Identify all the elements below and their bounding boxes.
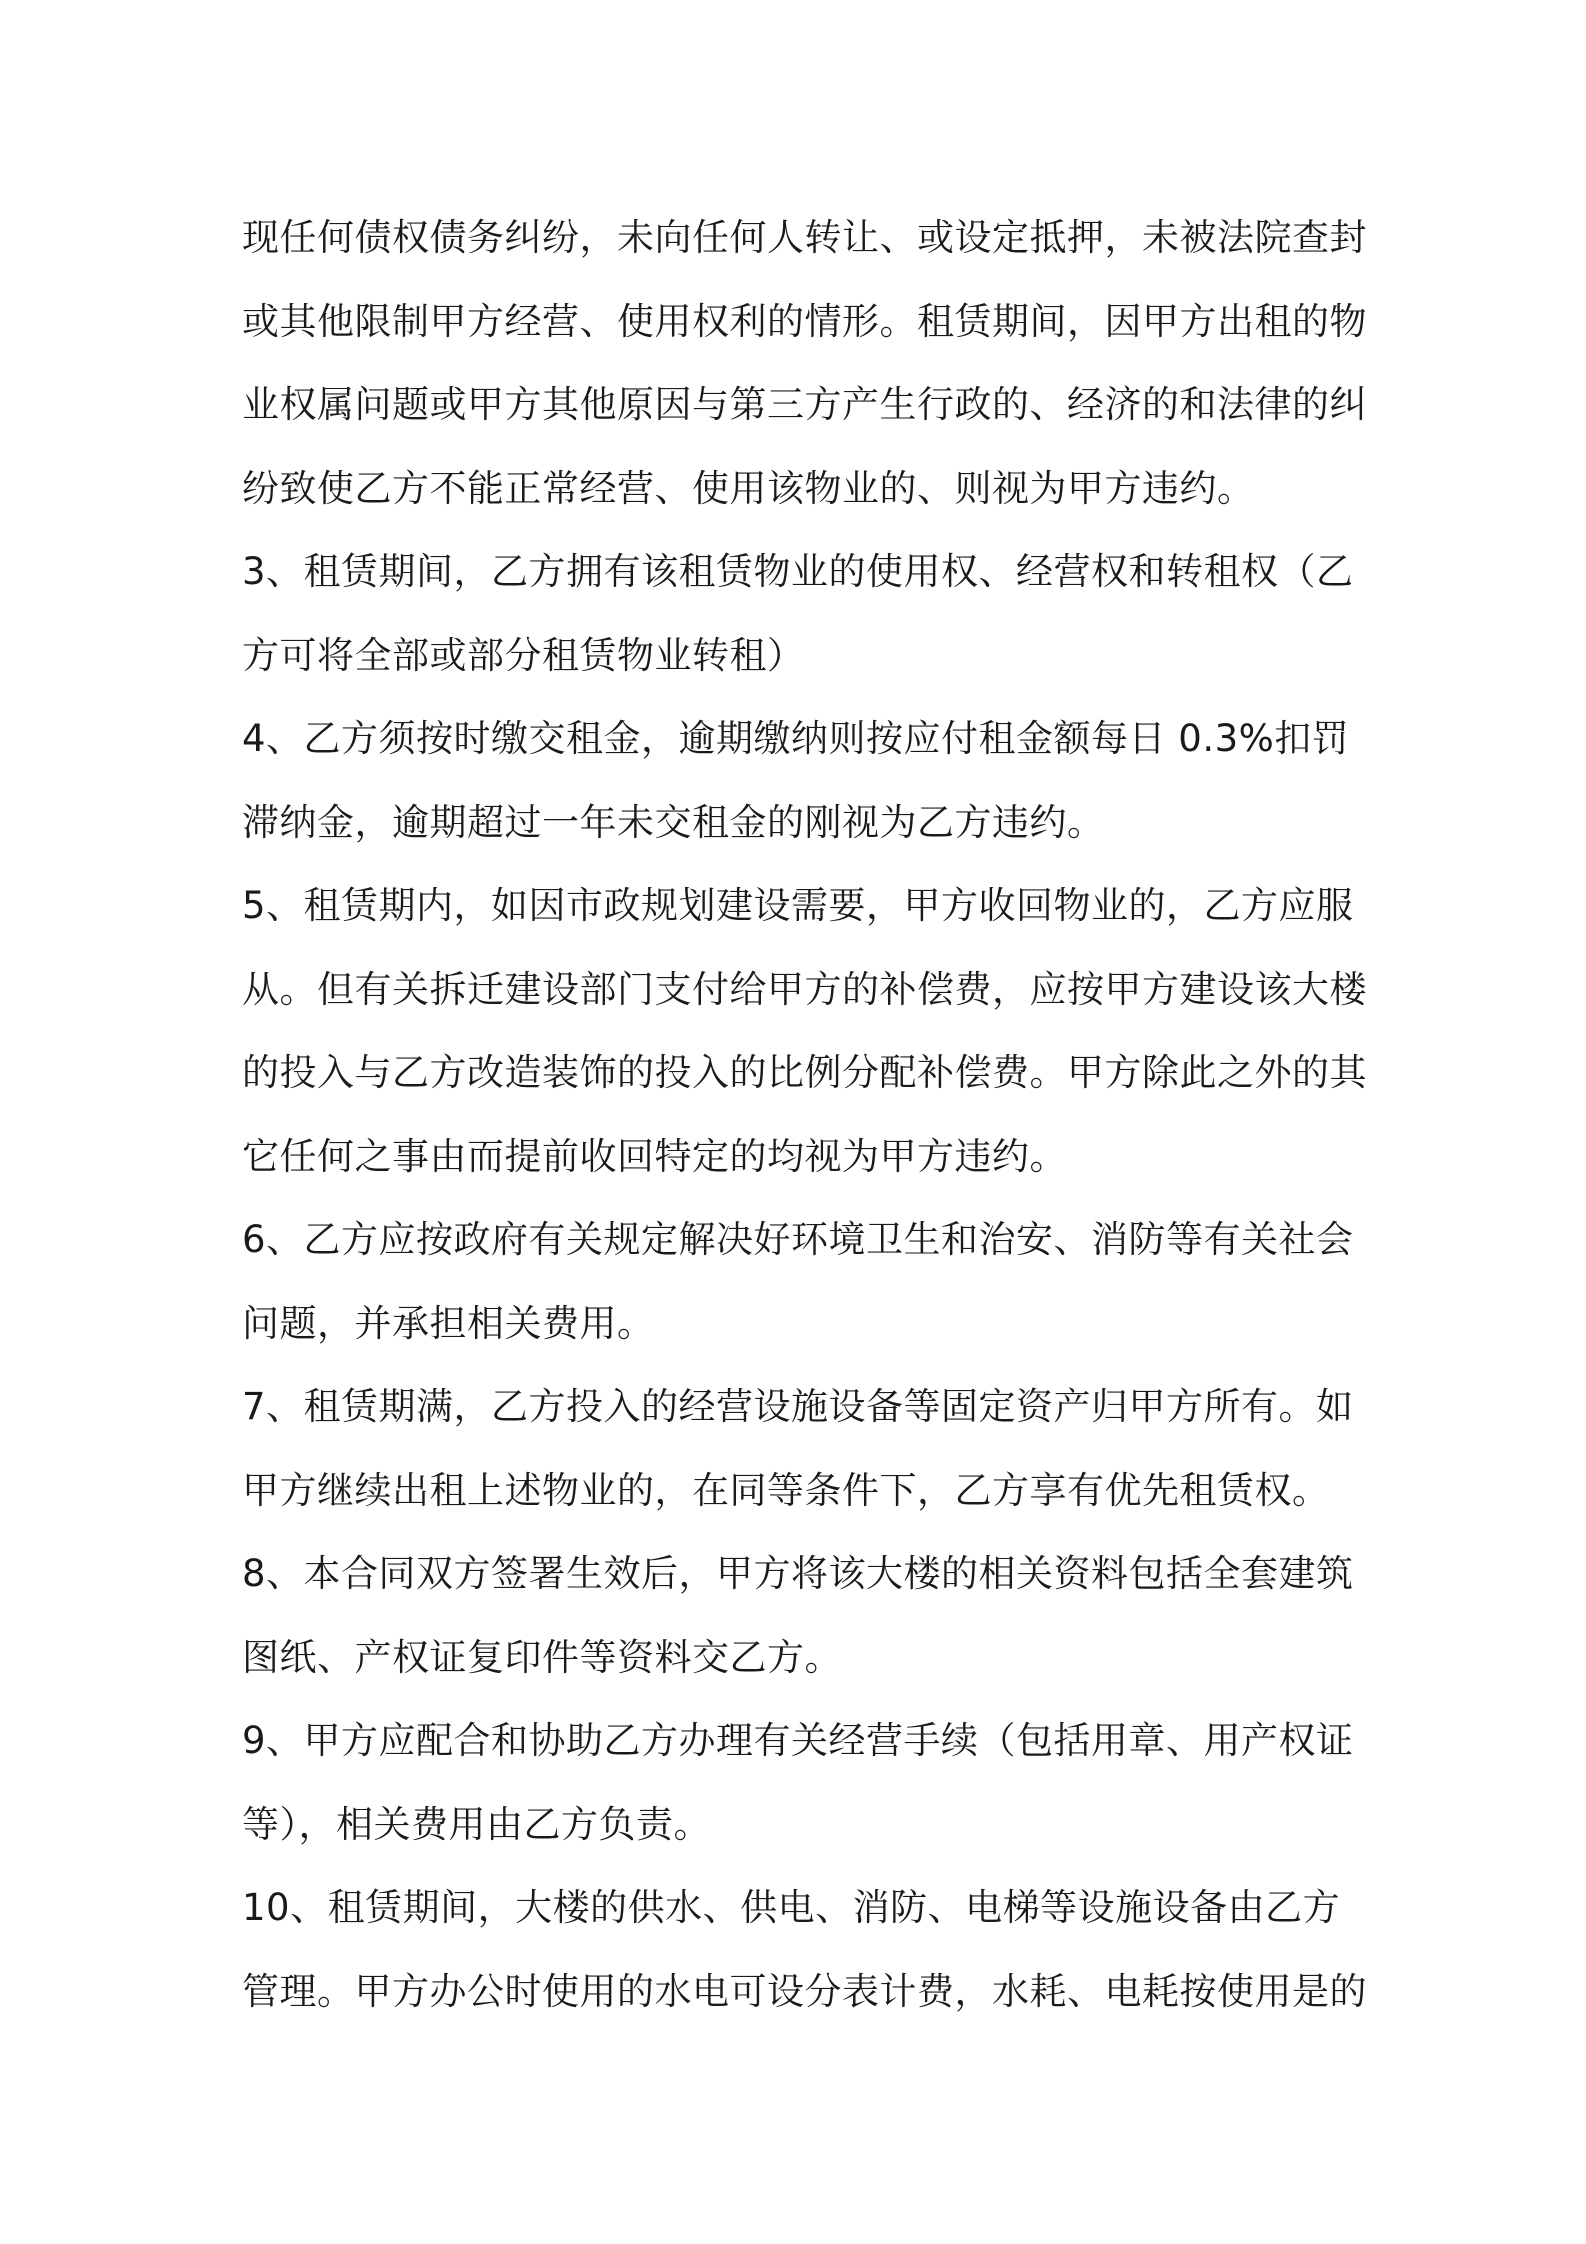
text-line: 滞纳金，逾期超过一年未交租金的刚视为乙方违约。: [242, 800, 1105, 844]
clause-8-line: 8、本合同双方签署生效后，甲方将该大楼的相关资料包括全套建筑: [242, 1552, 1354, 1595]
text-line: 的投入与乙方改造装饰的投入的比例分配补偿费。甲方除此之外的其: [242, 1051, 1367, 1094]
text-line: 甲方继续出租上述物业的，在同等条件下，乙方享有优先租赁权。: [242, 1468, 1330, 1512]
text-line: 现任何债权债务纠纷，未向任何人转让、或设定抵押，未被法院查封: [242, 216, 1367, 259]
text-line: 从。但有关拆迁建设部门支付给甲方的补偿费，应按甲方建设该大楼: [242, 967, 1367, 1011]
text-line: 或其他限制甲方经营、使用权利的情形。租赁期间，因甲方出租的物: [242, 299, 1367, 343]
clause-4-line: 4、乙方须按时缴交租金，逾期缴纳则按应付租金额每日 0.3%扣罚: [242, 717, 1350, 760]
text-line: 图纸、产权证复印件等资料交乙方。: [242, 1635, 842, 1679]
clause-3-line: 3、租赁期间，乙方拥有该租赁物业的使用权、经营权和转租权（乙: [242, 550, 1354, 593]
clause-7-line: 7、租赁期满，乙方投入的经营设施设备等固定资产归甲方所有。如: [242, 1385, 1354, 1428]
clause-5-line: 5、租赁期内，如因市政规划建设需要，甲方收回物业的，乙方应服: [242, 884, 1354, 927]
text-line: 业权属问题或甲方其他原因与第三方产生行政的、经济的和法律的纠: [242, 383, 1367, 426]
text-line: 方可将全部或部分租赁物业转租）: [242, 633, 805, 677]
text-line: 纷致使乙方不能正常经营、使用该物业的、则视为甲方违约。: [242, 466, 1255, 510]
text-line: 它任何之事由而提前收回特定的均视为甲方违约。: [242, 1134, 1067, 1178]
clause-10-line: 10、租赁期间，大楼的供水、供电、消防、电梯等设施设备由乙方: [242, 1886, 1341, 1929]
document-body: [242, 196, 1382, 2033]
clause-6-line: 6、乙方应按政府有关规定解决好环境卫生和治安、消防等有关社会: [242, 1218, 1354, 1261]
text-line: 等），相关费用由乙方负责。: [242, 1802, 711, 1846]
text-line: 问题，并承担相关费用。: [242, 1301, 655, 1345]
clause-9-line: 9、甲方应配合和协助乙方办理有关经营手续（包括用章、用产权证: [242, 1719, 1354, 1762]
text-line: 管理。甲方办公时使用的水电可设分表计费，水耗、电耗按使用是的: [242, 1969, 1367, 2013]
